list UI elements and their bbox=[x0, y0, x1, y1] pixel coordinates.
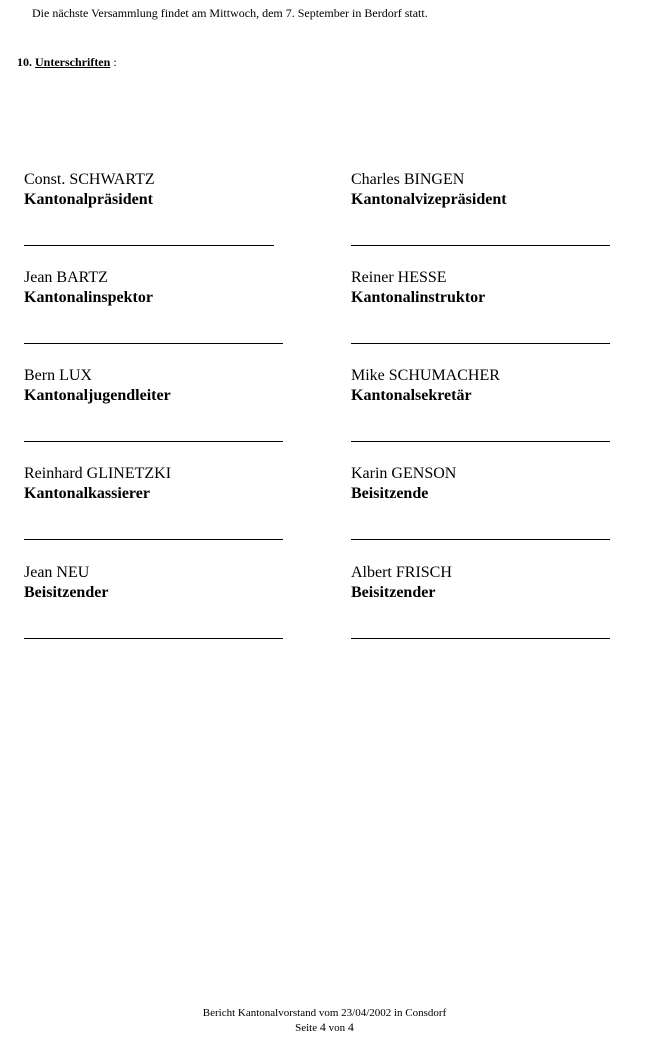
signatory-name: Const. SCHWARTZ bbox=[24, 171, 155, 188]
signatory-name: Jean BARTZ bbox=[24, 269, 108, 286]
signature-block bbox=[24, 563, 108, 603]
signatory-name: Reiner HESSE bbox=[351, 269, 447, 286]
signatory-name: Charles BINGEN bbox=[351, 171, 465, 188]
signature-block bbox=[351, 268, 485, 308]
signatory-role: Kantonalpräsident bbox=[24, 191, 153, 208]
signature-line bbox=[24, 245, 274, 246]
signature-line bbox=[351, 638, 610, 639]
signatory-name: Bern LUX bbox=[24, 367, 92, 384]
footer-page-number bbox=[0, 1020, 649, 1035]
signature-line bbox=[351, 539, 610, 540]
signatory-role: Kantonalinspektor bbox=[24, 289, 153, 306]
signature-block bbox=[24, 268, 153, 308]
signatory-name: Karin GENSON bbox=[351, 465, 457, 482]
signature-block bbox=[24, 170, 155, 210]
signature-line bbox=[351, 343, 610, 344]
signatory-name: Jean NEU bbox=[24, 564, 90, 581]
signature-block bbox=[351, 464, 456, 504]
footer-seite-label: Seite bbox=[295, 1022, 318, 1034]
footer-von-label: von bbox=[328, 1022, 346, 1034]
signature-block bbox=[24, 464, 171, 504]
signature-block bbox=[351, 366, 500, 406]
signature-line bbox=[351, 245, 610, 246]
signature-line bbox=[24, 539, 283, 540]
signatory-role: Kantonalsekretär bbox=[351, 387, 472, 404]
signatory-role: Beisitzender bbox=[351, 584, 436, 601]
signatory-role: Kantonalkassierer bbox=[24, 485, 150, 502]
section-heading bbox=[17, 55, 117, 70]
section-title: Unterschriften bbox=[35, 55, 111, 69]
section-colon: : bbox=[113, 55, 117, 69]
signature-line bbox=[24, 343, 283, 344]
footer-current-page: 4 bbox=[319, 1020, 326, 1034]
signatory-name: Mike SCHUMACHER bbox=[351, 367, 500, 384]
signature-line bbox=[351, 441, 610, 442]
signature-block bbox=[351, 563, 452, 603]
signatory-role: Kantonalinstruktor bbox=[351, 289, 486, 306]
footer-total-pages: 4 bbox=[347, 1020, 354, 1034]
page-footer bbox=[0, 1006, 649, 1035]
signatory-role: Kantonalvizepräsident bbox=[351, 191, 507, 208]
signature-line bbox=[24, 441, 283, 442]
footer-report-title: Bericht Kantonalvorstand vom 23/04/2002 in Consdorf bbox=[202, 1007, 447, 1019]
signature-block bbox=[24, 366, 171, 406]
signatory-role: Kantonaljugendleiter bbox=[24, 387, 171, 404]
signatory-name: Albert FRISCH bbox=[351, 564, 452, 581]
intro-paragraph: Die nächste Versammlung findet am Mittwoch, dem 7. September in Berdorf statt. bbox=[32, 6, 428, 20]
signatory-role: Beisitzender bbox=[24, 584, 109, 601]
signature-block bbox=[351, 170, 507, 210]
section-number: 10. bbox=[17, 55, 32, 69]
signature-line bbox=[24, 638, 283, 639]
signatory-role: Beisitzende bbox=[351, 485, 429, 502]
signatory-name: Reinhard GLINETZKI bbox=[24, 465, 172, 482]
